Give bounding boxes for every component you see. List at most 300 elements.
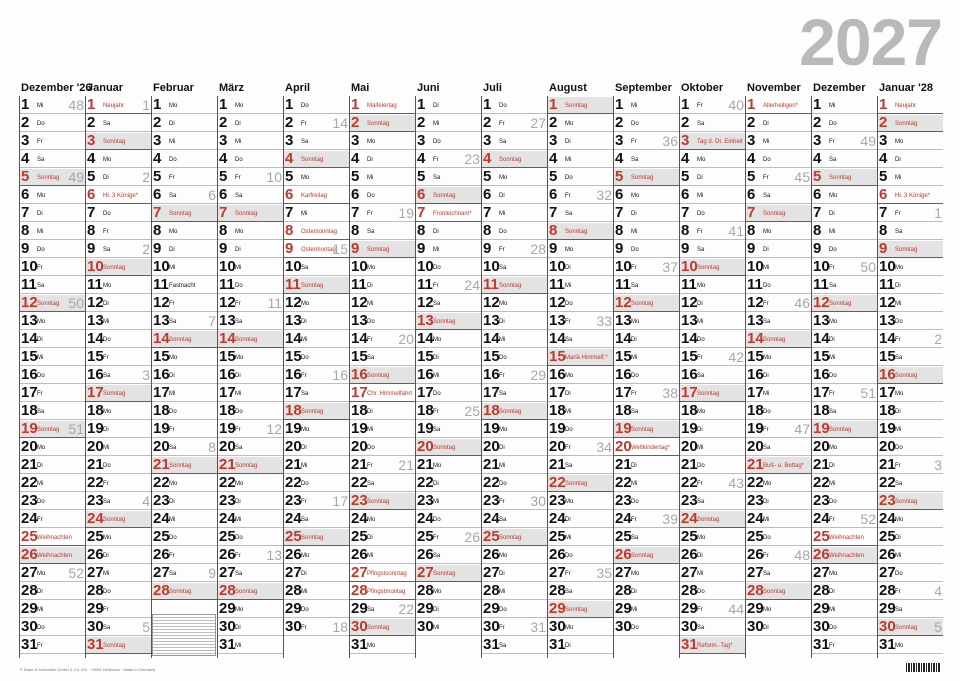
day-number: 15 xyxy=(615,348,632,365)
day-cell xyxy=(482,331,547,348)
day-number: 6 xyxy=(483,186,492,203)
weekday-label: Mo xyxy=(37,571,46,577)
day-number: 25 xyxy=(21,528,38,545)
week-number: 13 xyxy=(266,547,282,563)
weekday-label: Sa xyxy=(499,391,507,397)
day-number: 20 xyxy=(747,438,764,455)
weekday-label: Sa xyxy=(433,427,441,433)
weekday-label: Sa xyxy=(697,373,705,379)
day-cell xyxy=(614,259,679,276)
day-cell xyxy=(20,259,85,276)
weekday-label: Di xyxy=(37,337,43,343)
day-number: 22 xyxy=(153,474,170,491)
week-number: 39 xyxy=(662,511,678,527)
weekday-label: Mo xyxy=(433,589,442,595)
holiday-label: Allerheiligen* xyxy=(763,103,799,109)
day-number: 5 xyxy=(813,168,822,185)
day-cell xyxy=(218,367,283,384)
weekday-label: Di xyxy=(367,535,373,541)
day-number: 22 xyxy=(351,474,368,491)
month-header: Dezember '26 xyxy=(21,82,92,94)
holiday-label: Fastnacht xyxy=(169,283,196,289)
day-cell xyxy=(614,385,679,402)
day-cell xyxy=(218,511,283,528)
weekday-label: Sonntag xyxy=(565,607,588,613)
day-number: 19 xyxy=(747,420,764,437)
weekday-label: Mo xyxy=(763,481,772,487)
weekday-label: Mi xyxy=(631,355,638,361)
day-number: 14 xyxy=(483,330,500,347)
weekday-label: Sonntag xyxy=(829,175,852,181)
day-number: 21 xyxy=(351,456,368,473)
day-number: 21 xyxy=(285,456,302,473)
weekday-label: Fr xyxy=(301,625,307,631)
day-cell xyxy=(152,259,217,276)
day-cell xyxy=(548,475,613,492)
day-number: 16 xyxy=(417,366,434,383)
weekday-label: Sonntag xyxy=(301,283,324,289)
day-number: 28 xyxy=(813,582,830,599)
weekday-label: Di xyxy=(565,391,571,397)
day-cell xyxy=(812,187,877,204)
week-number: 2 xyxy=(934,331,942,347)
day-number: 4 xyxy=(747,150,756,167)
weekday-label: Sonntag xyxy=(697,265,720,271)
day-cell xyxy=(878,547,943,564)
day-number: 13 xyxy=(351,312,368,329)
day-number: 22 xyxy=(285,474,302,491)
day-number: 1 xyxy=(747,96,756,113)
day-number: 11 xyxy=(681,276,697,293)
day-cell xyxy=(284,403,349,420)
day-cell xyxy=(218,259,283,276)
weekday-label: Mi xyxy=(499,589,506,595)
weekday-label: Sa xyxy=(367,481,375,487)
day-cell xyxy=(812,421,877,438)
weekday-label: Fr xyxy=(433,283,439,289)
weekday-label: Di xyxy=(565,139,571,145)
weekday-label: Sonntag xyxy=(895,499,918,505)
week-number: 38 xyxy=(662,385,678,401)
day-number: 29 xyxy=(351,600,368,617)
weekday-label: Mi xyxy=(565,535,572,541)
day-number: 13 xyxy=(879,312,896,329)
day-number: 26 xyxy=(219,546,236,563)
weekday-label: Mi xyxy=(367,553,374,559)
day-number: 11 xyxy=(21,276,37,293)
day-cell xyxy=(812,601,877,618)
day-cell xyxy=(350,547,415,564)
day-number: 9 xyxy=(153,240,162,257)
day-cell xyxy=(20,601,85,618)
day-number: 13 xyxy=(153,312,170,329)
weekday-label: Mi xyxy=(301,211,308,217)
day-number: 6 xyxy=(351,186,360,203)
day-number: 22 xyxy=(615,474,632,491)
weekday-label: Sa xyxy=(433,553,441,559)
day-number: 7 xyxy=(219,204,228,221)
weekday-label: Fr xyxy=(235,553,241,559)
day-number: 27 xyxy=(219,564,236,581)
day-number: 3 xyxy=(879,132,888,149)
day-number: 22 xyxy=(417,474,434,491)
day-number: 18 xyxy=(615,402,632,419)
day-cell xyxy=(548,511,613,528)
day-number: 27 xyxy=(879,564,896,581)
day-cell xyxy=(878,637,943,654)
day-number: 25 xyxy=(153,528,170,545)
day-number: 13 xyxy=(417,312,434,329)
day-number: 9 xyxy=(879,240,888,257)
day-cell xyxy=(680,97,745,114)
week-number: 34 xyxy=(596,439,612,455)
weekday-label: Do xyxy=(37,625,45,631)
day-number: 29 xyxy=(87,600,104,617)
day-cell xyxy=(284,421,349,438)
weekday-label: Do xyxy=(37,499,45,505)
day-number: 13 xyxy=(615,312,632,329)
weekday-label: Di xyxy=(433,103,439,109)
weekday-label: Di xyxy=(103,427,109,433)
weekday-label: Di xyxy=(235,373,241,379)
day-cell xyxy=(416,385,481,402)
day-number: 3 xyxy=(153,132,162,149)
month-column xyxy=(878,80,944,658)
weekday-label: Mi xyxy=(301,337,308,343)
weekday-label: Mi xyxy=(37,355,44,361)
weekday-label: Mo xyxy=(763,355,772,361)
day-cell xyxy=(482,601,547,618)
weekday-label: Fr xyxy=(37,391,43,397)
day-cell xyxy=(218,151,283,168)
week-number: 3 xyxy=(934,457,942,473)
day-number: 15 xyxy=(285,348,302,365)
day-cell xyxy=(86,313,151,330)
day-cell xyxy=(284,97,349,114)
day-cell xyxy=(20,151,85,168)
day-number: 2 xyxy=(681,114,690,131)
weekday-label: Mo xyxy=(235,607,244,613)
weekday-label: Di xyxy=(235,625,241,631)
day-number: 31 xyxy=(21,636,38,653)
day-number: 3 xyxy=(219,132,228,149)
day-cell xyxy=(86,385,151,402)
weekday-label: Fr xyxy=(895,337,901,343)
day-cell xyxy=(548,115,613,132)
day-cell xyxy=(482,151,547,168)
weekday-label: Fr xyxy=(697,355,703,361)
day-cell xyxy=(812,349,877,366)
day-cell xyxy=(350,151,415,168)
day-number: 29 xyxy=(483,600,500,617)
day-cell xyxy=(548,565,613,582)
weekday-label: Mi xyxy=(235,265,242,271)
day-number: 6 xyxy=(879,186,888,203)
week-number: 40 xyxy=(728,97,744,113)
weekday-label: Fr xyxy=(235,427,241,433)
weekday-label: Mo xyxy=(169,103,178,109)
day-number: 8 xyxy=(747,222,756,239)
day-number: 9 xyxy=(87,240,96,257)
day-cell xyxy=(812,115,877,132)
day-number: 2 xyxy=(219,114,228,131)
weekday-label: Do xyxy=(235,409,243,415)
day-number: 19 xyxy=(285,420,302,437)
weekday-label: Mo xyxy=(367,517,376,523)
day-cell xyxy=(746,97,811,114)
day-cell xyxy=(482,205,547,222)
weekday-label: Mi xyxy=(367,175,374,181)
day-cell xyxy=(482,403,547,420)
day-cell xyxy=(350,97,415,114)
weekday-label: Fr xyxy=(631,391,637,397)
day-cell xyxy=(350,601,415,618)
day-cell xyxy=(218,403,283,420)
day-number: 17 xyxy=(747,384,764,401)
week-number: 27 xyxy=(530,115,546,131)
day-cell xyxy=(878,259,943,276)
weekday-label: Mi xyxy=(499,211,506,217)
weekday-label: Mi xyxy=(763,265,770,271)
day-cell xyxy=(20,385,85,402)
day-number: 31 xyxy=(879,636,896,653)
day-cell xyxy=(746,547,811,564)
weekday-label: Do xyxy=(103,589,111,595)
day-number: 29 xyxy=(417,600,434,617)
weekday-label: Mo xyxy=(235,229,244,235)
weekday-label: Mo xyxy=(103,535,112,541)
day-number: 20 xyxy=(549,438,566,455)
day-cell xyxy=(20,493,85,510)
day-number: 3 xyxy=(87,132,96,149)
day-cell xyxy=(218,187,283,204)
weekday-label: Sonntag xyxy=(37,427,60,433)
day-cell xyxy=(482,97,547,114)
day-number: 1 xyxy=(21,96,30,113)
day-number: 22 xyxy=(879,474,896,491)
week-number: 20 xyxy=(398,331,414,347)
day-number: 12 xyxy=(813,294,830,311)
weekday-label: Fr xyxy=(697,607,703,613)
day-cell xyxy=(680,169,745,186)
day-number: 26 xyxy=(483,546,500,563)
day-cell xyxy=(680,511,745,528)
day-cell xyxy=(680,259,745,276)
weekday-label: Sa xyxy=(499,643,507,649)
day-cell xyxy=(878,349,943,366)
day-number: 18 xyxy=(483,402,500,419)
day-number: 26 xyxy=(87,546,104,563)
day-cell xyxy=(218,637,283,654)
weekday-label: Mi xyxy=(235,643,242,649)
day-number: 31 xyxy=(87,636,104,653)
weekday-label: Do xyxy=(37,373,45,379)
weekday-label: Di xyxy=(829,463,835,469)
weekday-label: Sonntag xyxy=(697,391,720,397)
day-cell xyxy=(218,493,283,510)
day-number: 15 xyxy=(219,348,236,365)
day-number: 9 xyxy=(417,240,426,257)
day-cell xyxy=(20,529,85,546)
weekday-label: Mi xyxy=(103,571,110,577)
day-cell xyxy=(746,295,811,312)
weekday-label: Di xyxy=(631,463,637,469)
day-cell xyxy=(350,403,415,420)
day-number: 30 xyxy=(747,618,764,635)
weekday-label: Do xyxy=(697,589,705,595)
day-cell xyxy=(812,457,877,474)
day-cell xyxy=(878,313,943,330)
day-number: 14 xyxy=(417,330,434,347)
day-number: 25 xyxy=(483,528,500,545)
day-cell xyxy=(482,241,547,258)
day-cell xyxy=(548,619,613,636)
day-cell xyxy=(218,295,283,312)
weekday-label: Mi xyxy=(565,409,572,415)
day-cell xyxy=(416,349,481,366)
day-cell xyxy=(746,241,811,258)
day-cell xyxy=(86,493,151,510)
weekday-label: Mi xyxy=(37,481,44,487)
day-number: 1 xyxy=(417,96,426,113)
weekday-label: Mi xyxy=(169,139,176,145)
day-cell xyxy=(812,565,877,582)
weekday-label: Mo xyxy=(697,157,706,163)
day-cell xyxy=(86,475,151,492)
weekday-label: Do xyxy=(631,625,639,631)
day-cell xyxy=(86,295,151,312)
weekday-label: Mi xyxy=(829,481,836,487)
weekday-label: Sa xyxy=(235,571,243,577)
day-cell xyxy=(86,223,151,240)
weekday-label: Sonntag xyxy=(367,121,390,127)
weekday-label: Do xyxy=(103,211,111,217)
day-cell xyxy=(482,457,547,474)
day-number: 27 xyxy=(549,564,566,581)
day-number: 22 xyxy=(87,474,104,491)
day-cell xyxy=(548,331,613,348)
holiday-label: Hl. 3 Könige* xyxy=(103,193,139,199)
day-number: 28 xyxy=(21,582,38,599)
day-cell xyxy=(20,223,85,240)
weekday-label: Sonntag xyxy=(433,445,456,451)
day-cell xyxy=(680,619,745,636)
weekday-label: Mi xyxy=(697,445,704,451)
weekday-label: Di xyxy=(763,625,769,631)
weekday-label: Di xyxy=(697,175,703,181)
day-cell xyxy=(680,529,745,546)
day-cell xyxy=(284,331,349,348)
day-cell xyxy=(218,133,283,150)
weekday-label: Mi xyxy=(565,283,572,289)
day-number: 14 xyxy=(813,330,830,347)
month-header: September xyxy=(615,82,672,94)
holiday-label: Reform.-Tag* xyxy=(697,643,733,649)
day-number: 28 xyxy=(351,582,368,599)
day-cell xyxy=(878,187,943,204)
day-cell xyxy=(746,565,811,582)
week-number: 42 xyxy=(728,349,744,365)
day-cell xyxy=(86,457,151,474)
day-number: 1 xyxy=(879,96,888,113)
day-number: 2 xyxy=(879,114,888,131)
day-number: 13 xyxy=(813,312,830,329)
day-cell xyxy=(218,565,283,582)
weekday-label: Mi xyxy=(763,517,770,523)
day-cell xyxy=(20,277,85,294)
weekday-label: Sa xyxy=(895,355,903,361)
weekday-label: Sa xyxy=(697,499,705,505)
weekday-label: Do xyxy=(565,301,573,307)
holiday-label: Maifeiertag xyxy=(367,103,397,109)
day-cell xyxy=(416,583,481,600)
weekday-label: Sonntag xyxy=(301,157,324,163)
weekday-label: Sa xyxy=(763,445,771,451)
day-number: 18 xyxy=(879,402,896,419)
weekday-label: Di xyxy=(103,301,109,307)
day-number: 15 xyxy=(153,348,170,365)
day-cell xyxy=(746,583,811,600)
weekday-label: Di xyxy=(499,193,505,199)
day-cell xyxy=(350,439,415,456)
weekday-label: Mo xyxy=(103,283,112,289)
weekday-label: Mi xyxy=(433,373,440,379)
day-number: 30 xyxy=(681,618,698,635)
day-number: 1 xyxy=(813,96,822,113)
day-number: 24 xyxy=(285,510,302,527)
day-cell xyxy=(218,205,283,222)
day-cell xyxy=(416,619,481,636)
day-number: 28 xyxy=(285,582,302,599)
day-cell xyxy=(218,421,283,438)
day-cell xyxy=(548,169,613,186)
weekday-label: Sa xyxy=(367,355,375,361)
day-cell xyxy=(548,97,613,114)
day-number: 24 xyxy=(483,510,500,527)
weekday-label: Di xyxy=(301,571,307,577)
weekday-label: Do xyxy=(829,247,837,253)
day-cell xyxy=(548,223,613,240)
weekday-label: Fr xyxy=(37,517,43,523)
day-number: 27 xyxy=(483,564,500,581)
day-cell xyxy=(680,403,745,420)
weekday-label: Mo xyxy=(895,139,904,145)
day-cell xyxy=(86,151,151,168)
day-number: 12 xyxy=(879,294,896,311)
day-cell xyxy=(218,385,283,402)
month-column xyxy=(218,80,284,658)
day-cell xyxy=(614,439,679,456)
weekday-label: Di xyxy=(37,463,43,469)
day-cell xyxy=(284,205,349,222)
weekday-label: Sa xyxy=(235,445,243,451)
weekday-label: Fr xyxy=(565,319,571,325)
weekday-label: Do xyxy=(895,445,903,451)
day-number: 9 xyxy=(285,240,294,257)
day-number: 13 xyxy=(681,312,698,329)
day-number: 4 xyxy=(483,150,492,167)
weekday-label: Sa xyxy=(367,607,375,613)
day-cell xyxy=(680,187,745,204)
day-cell xyxy=(614,187,679,204)
weekday-label: Mo xyxy=(301,301,310,307)
day-cell xyxy=(284,511,349,528)
day-number: 25 xyxy=(87,528,104,545)
weekday-label: Sa xyxy=(565,211,573,217)
day-cell xyxy=(152,151,217,168)
day-number: 4 xyxy=(21,150,30,167)
day-cell xyxy=(746,187,811,204)
